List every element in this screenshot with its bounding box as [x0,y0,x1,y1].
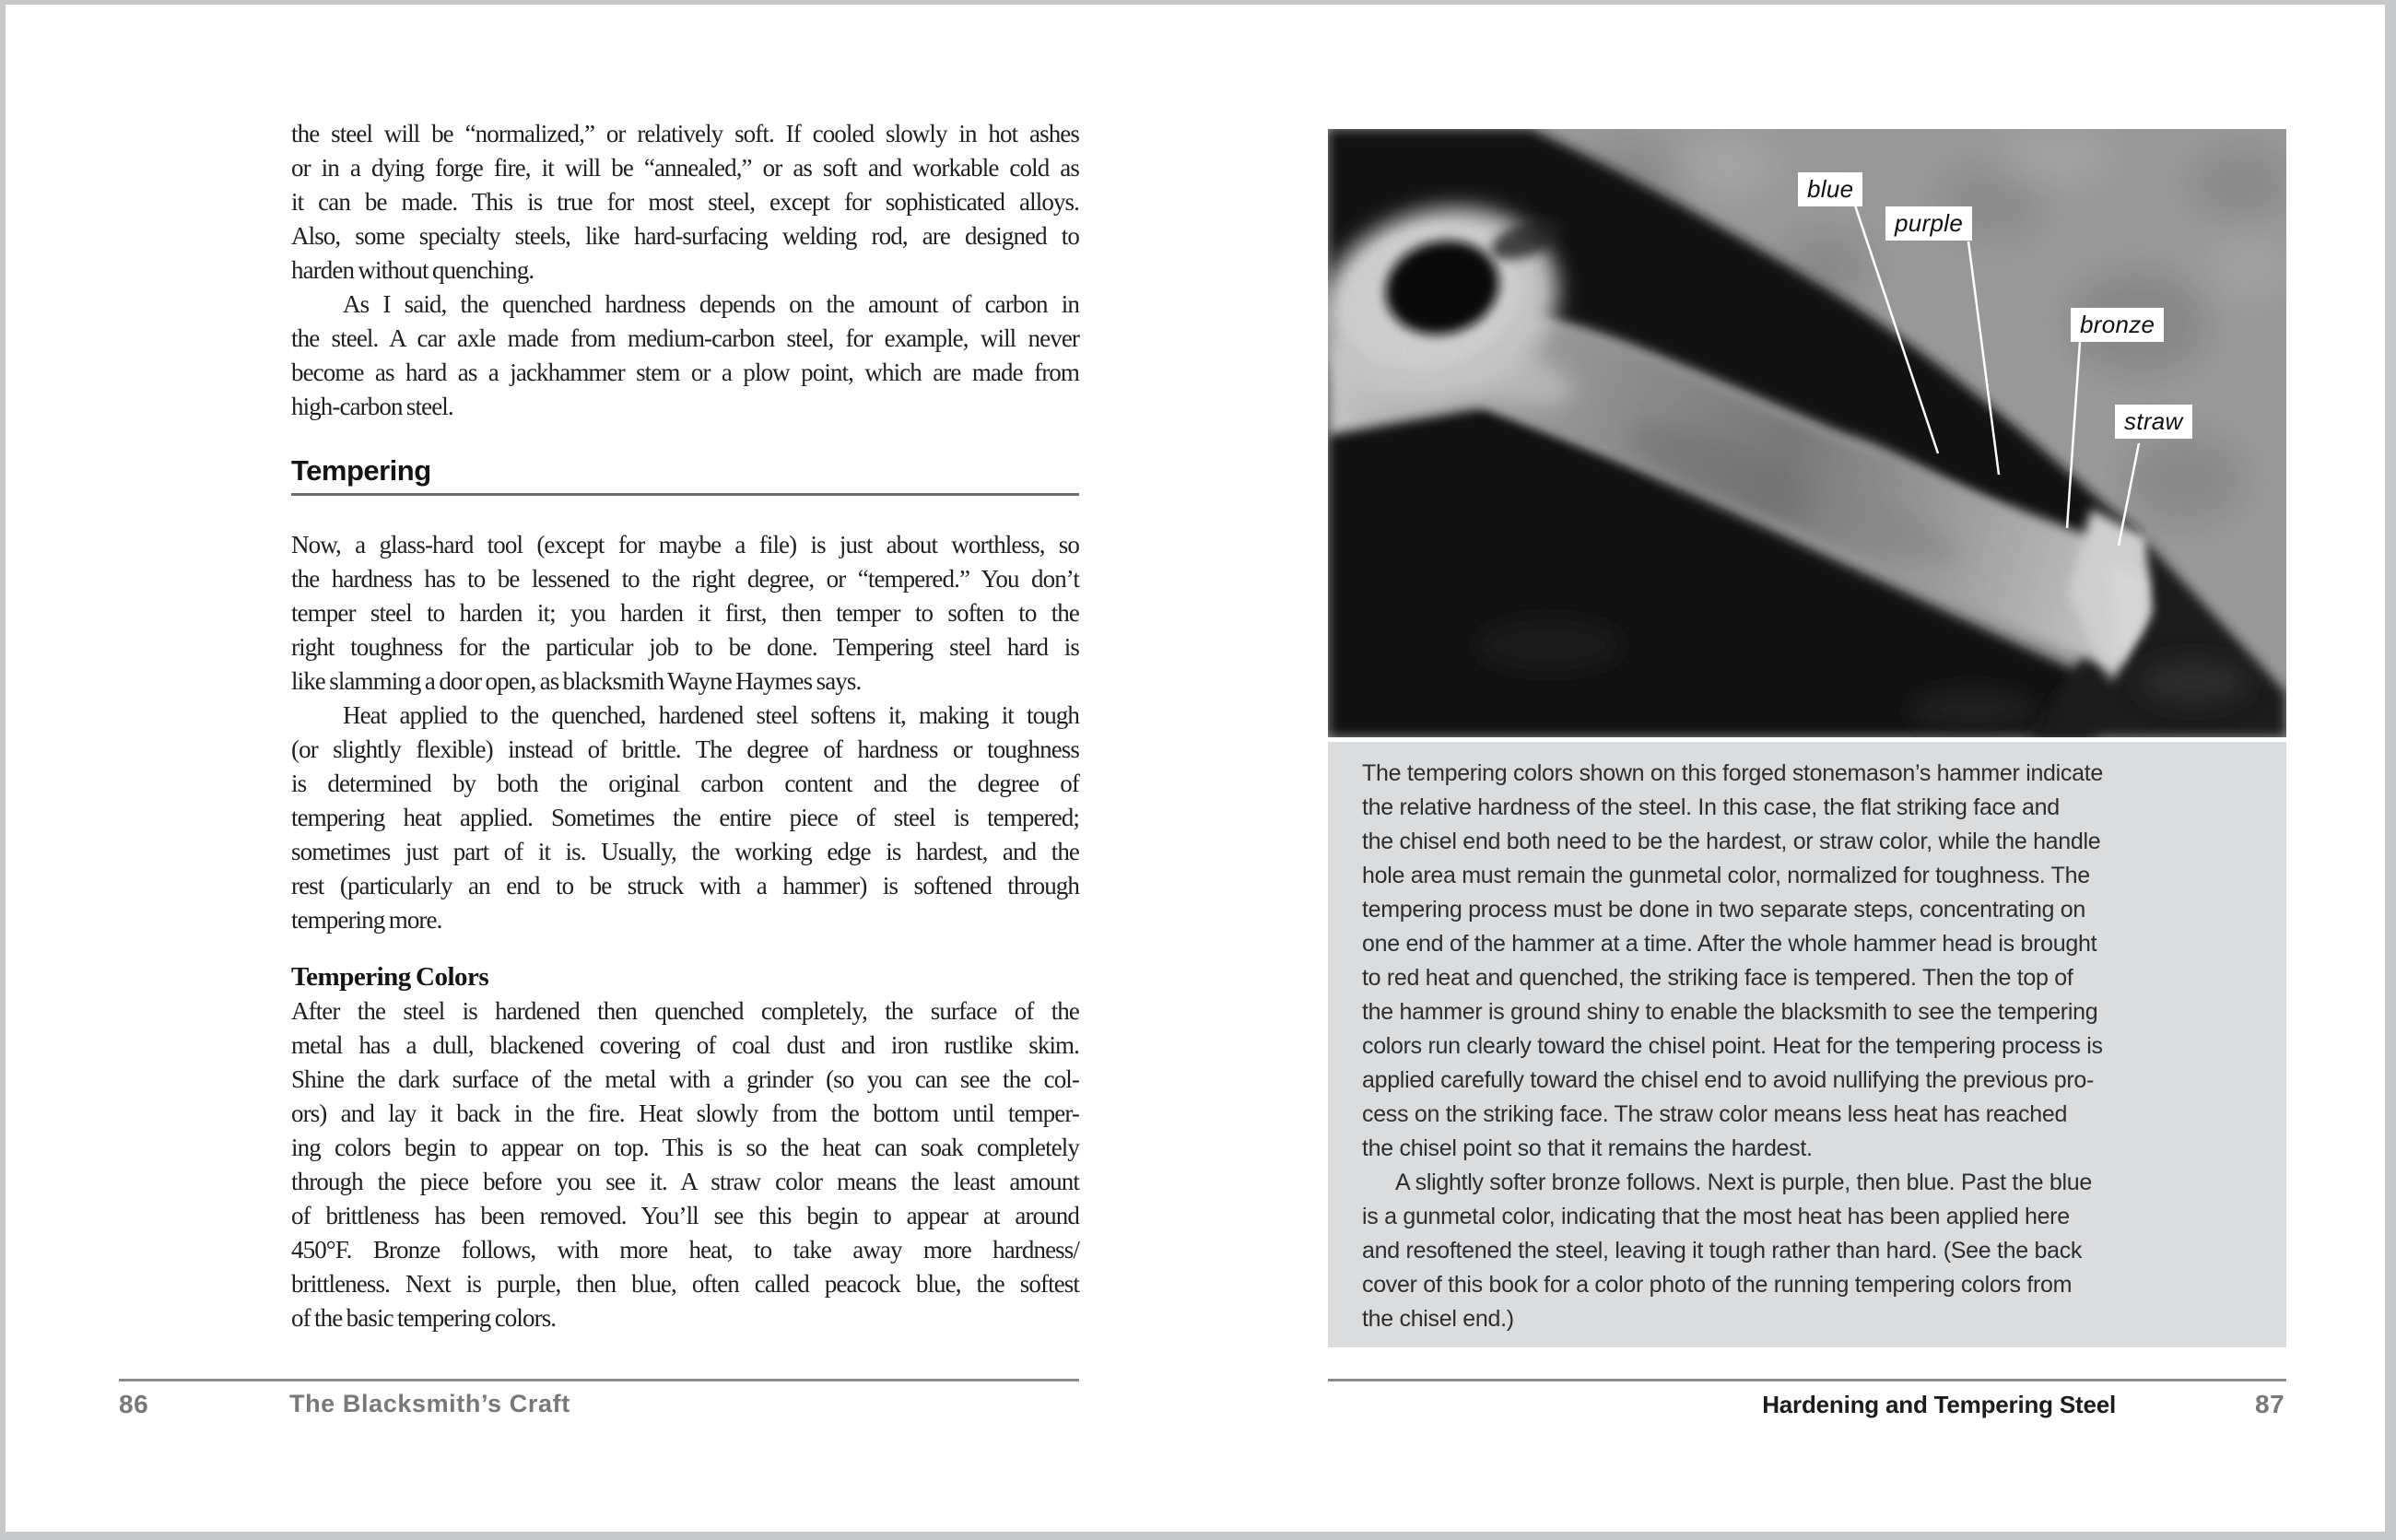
body-text-line: the steel will be “normalized,” or relatively soft. If cooled slowly in hot ashes [291,120,1079,147]
caption-line: and resoftened the steel, leaving it tough rather than hard. (See the back [1362,1238,2083,1264]
body-text-line: the steel. A car axle made from medium-carbon steel, for example, will never [291,324,1079,352]
body-text-line: After the steel is hardened then quenched completely, the surface of the [291,997,1079,1025]
body-text-line: through the piece before you see it. A straw color means the least amount [291,1168,1079,1195]
body-text-line: Also, some specialty steels, like hard-surfacing welding rod, are designed to [291,222,1079,250]
sub-heading: Tempering Colors [291,962,489,992]
body-text-line: like slamming a door open, as blacksmith Wayne Haymes says. [291,667,862,695]
photo-label-purple: purple [1885,206,1972,241]
caption-line: colors run clearly toward the chisel point. Heat for the tempering process is [1362,1033,2103,1059]
caption-line: The tempering colors shown on this forged stonemason’s hammer indicate [1362,760,2103,786]
body-text-line: Shine the dark surface of the metal with a grinder (so you can see the col- [291,1065,1079,1093]
photo-label-bronze: bronze [2071,308,2164,342]
heading-rule [291,493,1079,496]
caption-line: the chisel point so that it remains the hardest. [1362,1135,1813,1161]
body-text-line: ors) and lay it back in the fire. Heat slowly from the bottom until temper- [291,1099,1079,1127]
caption-line: the relative hardness of the steel. In this case, the flat striking face and [1362,794,2060,820]
body-text-line: Now, a glass-hard tool (except for maybe a file) is just about worthless, so [291,531,1079,558]
chapter-title-footer: Hardening and Tempering Steel [1762,1391,2116,1418]
body-text-line: right toughness for the particular job to be done. Tempering steel hard is [291,633,1079,661]
section-heading: Tempering [291,454,431,487]
left-page-number: 86 [119,1390,149,1418]
left-footer-rule [119,1379,1079,1381]
body-text-line: tempering more. [291,906,442,934]
body-text-line: (or slightly flexible) instead of brittle. The degree of hardness or toughness [291,735,1079,763]
body-text-line: ing colors begin to appear on top. This is so the heat can soak completely [291,1134,1079,1161]
left-page-text-column [291,117,1079,1335]
caption-line: applied carefully toward the chisel end to avoid nullifying the previous pro- [1362,1067,2095,1093]
body-text-line: become as hard as a jackhammer stem or a plow point, which are made from [291,359,1079,386]
caption-line: A slightly softer bronze follows. Next is purple, then blue. Past the blue [1395,1170,2092,1195]
photo-label-straw: straw [2115,405,2192,439]
body-text-line: 450°F. Bronze follows, with more heat, to take away more hardness/ [291,1236,1079,1264]
body-text-line: temper steel to harden it; you harden it first, then temper to soften to the [291,599,1079,627]
body-text-line: rest (particularly an end to be struck with a hammer) is softened through [291,872,1079,899]
body-text-line: As I said, the quenched hardness depends on the amount of carbon in [343,290,1079,318]
book-title-footer: The Blacksmith’s Craft [289,1390,570,1417]
body-text-line: sometimes just part of it is. Usually, the working edge is hardest, and the [291,838,1079,865]
caption-line: tempering process must be done in two separate steps, concentrating on [1362,897,2086,923]
caption-line: is a gunmetal color, indicating that the most heat has been applied here [1362,1204,2070,1229]
photo-caption-text [1362,757,2262,1336]
body-text-line: Heat applied to the quenched, hardened steel softens it, making it tough [343,701,1079,729]
photo-caption-box [1328,742,2286,1347]
caption-line: one end of the hammer at a time. After the whole hammer head is brought [1362,931,2097,957]
body-text-line: it can be made. This is true for most steel, except for sophisticated alloys. [291,188,1079,216]
body-text-line: harden without quenching. [291,256,534,284]
caption-line: cess on the striking face. The straw color means less heat has reached [1362,1101,2068,1127]
caption-line: hole area must remain the gunmetal color, normalized for toughness. The [1362,863,2090,888]
body-text-line: of brittleness has been removed. You’ll see this begin to appear at around [291,1202,1079,1229]
body-text-line: brittleness. Next is purple, then blue, often called peacock blue, the softest [291,1270,1079,1298]
caption-line: to red heat and quenched, the striking face is tempered. Then the top of [1362,965,2073,991]
body-text-line: is determined by both the original carbon content and the degree of [291,770,1079,797]
body-text-line: tempering heat applied. Sometimes the entire piece of steel is tempered; [291,804,1079,831]
body-text-line: high-carbon steel. [291,393,453,420]
body-text-line: or in a dying forge fire, it will be “annealed,” or as soft and workable cold as [291,154,1079,182]
caption-line: the chisel end both need to be the hardest, or straw color, while the handle [1362,829,2101,854]
right-footer-rule [1328,1379,2286,1381]
hammer-photo [1328,129,2286,737]
photo-label-blue: blue [1798,172,1862,206]
page-sheet [6,5,2385,1532]
caption-line: cover of this book for a color photo of the running tempering colors from [1362,1272,2073,1298]
body-text-line: metal has a dull, blackened covering of coal dust and iron rustlike skim. [291,1031,1079,1059]
caption-line: the chisel end.) [1362,1306,1514,1332]
body-text-line: of the basic tempering colors. [291,1304,557,1332]
right-page-number: 87 [2255,1390,2285,1418]
body-text-line: the hardness has to be lessened to the right degree, or “tempered.” You don’t [291,565,1079,593]
caption-line: the hammer is ground shiny to enable the blacksmith to see the tempering [1362,999,2098,1025]
